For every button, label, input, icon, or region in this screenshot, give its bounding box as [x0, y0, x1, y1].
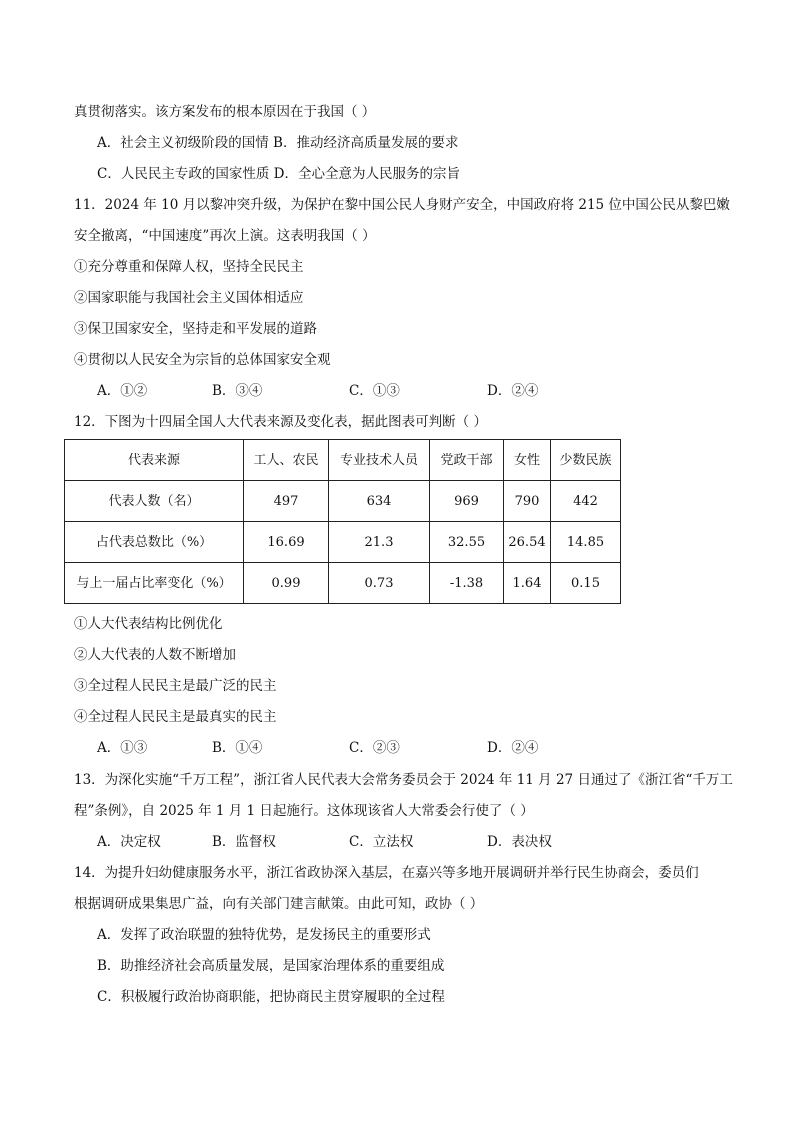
q11-choice-d: D．②④ — [487, 383, 539, 399]
q13-choice-c: C．立法权 — [349, 834, 414, 850]
table-cell: 442 — [551, 481, 621, 522]
q12-choice-b: B．①④ — [212, 740, 263, 756]
q11-choice-a: A．①② — [97, 383, 148, 399]
table-cell: 32.55 — [430, 522, 504, 563]
q11-item-1: ①充分尊重和保障人权，坚持全民民主 — [74, 259, 304, 275]
q12-choice-c: C．②③ — [349, 740, 400, 756]
table-header-cell: 工人、农民 — [244, 440, 329, 481]
table-row — [65, 563, 621, 604]
table-cell: -1.38 — [430, 563, 504, 604]
q13-stem-line1: 13．为深化实施“千万工程”，浙江省人民代表大会常务委员会于 2024 年 11 月 27 日通过了《浙江省“千万工 — [74, 772, 733, 788]
q11-stem-line1: 11．2024 年 10 月以黎冲突升级，为保护在黎中国公民人身财产安全，中国政府将 215 位中国公民从黎巴嫩 — [74, 197, 730, 213]
table-cell: 与上一届占比率变化（%） — [65, 563, 244, 604]
q14-option-a: A．发挥了政治联盟的独特优势，是发扬民主的重要形式 — [97, 927, 431, 943]
q10-option-ab: A．社会主义初级阶段的国情 B．推动经济高质量发展的要求 — [97, 135, 459, 151]
q10-stem: 真贯彻落实。该方案发布的根本原因在于我国（ ） — [74, 104, 376, 120]
table-header-cell: 专业技术人员 — [329, 440, 430, 481]
q11-stem-line2: 安全撤离，“中国速度”再次上演。这表明我国（ ） — [74, 228, 376, 244]
q11-choice-b: B．③④ — [212, 383, 263, 399]
q12-choice-d: D．②④ — [487, 740, 539, 756]
table-cell: 0.99 — [244, 563, 329, 604]
q13-choice-a: A．决定权 — [97, 834, 161, 850]
q12-item-4: ④全过程人民民主是最真实的民主 — [74, 709, 277, 725]
table-cell: 0.73 — [329, 563, 430, 604]
q14-option-b: B．助推经济社会高质量发展，是国家治理体系的重要组成 — [97, 958, 445, 974]
q11-item-3: ③保卫国家安全，坚持走和平发展的道路 — [74, 321, 317, 337]
table-row — [65, 522, 621, 563]
table-header-cell: 少数民族 — [551, 440, 621, 481]
table-header-cell: 女性 — [504, 440, 551, 481]
q14-stem-line2: 根据调研成果集思广益，向有关部门建言献策。由此可知，政协（ ） — [74, 896, 484, 912]
table-cell: 代表人数（名） — [65, 481, 244, 522]
q11-choice-c: C．①③ — [349, 383, 400, 399]
table-cell: 634 — [329, 481, 430, 522]
q12-item-2: ②人大代表的人数不断增加 — [74, 647, 236, 663]
table-row — [65, 481, 621, 522]
q14-option-c: C．积极履行政治协商职能，把协商民主贯穿履职的全过程 — [97, 989, 445, 1005]
q10-option-cd: C．人民民主专政的国家性质 D．全心全意为人民服务的宗旨 — [97, 166, 460, 182]
q13-choice-d: D．表决权 — [487, 834, 552, 850]
table-cell: 26.54 — [504, 522, 551, 563]
table-cell: 497 — [244, 481, 329, 522]
q13-choice-b: B．监督权 — [212, 834, 276, 850]
q13-stem-line2: 程”条例》，自 2025 年 1 月 1 日起施行。这体现该省人大常委会行使了（ ） — [74, 803, 534, 819]
table-cell: 16.69 — [244, 522, 329, 563]
table-header-cell: 党政干部 — [430, 440, 504, 481]
table-cell: 0.15 — [551, 563, 621, 604]
table-header-row — [65, 440, 621, 481]
q11-item-4: ④贯彻以人民安全为宗旨的总体国家安全观 — [74, 352, 331, 368]
table-cell: 占代表总数比（%） — [65, 522, 244, 563]
q14-stem-line1: 14．为提升妇幼健康服务水平，浙江省政协深入基层，在嘉兴等多地开展调研并举行民生协商会，委员们 — [74, 865, 699, 881]
q12-stem: 12．下图为十四届全国人大代表来源及变化表，据此图表可判断（ ） — [74, 414, 487, 430]
table-cell: 790 — [504, 481, 551, 522]
q12-choice-a: A．①③ — [97, 740, 148, 756]
table-cell: 21.3 — [329, 522, 430, 563]
deputy-source-table — [64, 439, 621, 604]
q11-item-2: ②国家职能与我国社会主义国体相适应 — [74, 290, 304, 306]
q12-item-3: ③全过程人民民主是最广泛的民主 — [74, 678, 277, 694]
table-header-cell: 代表来源 — [65, 440, 244, 481]
table-cell: 969 — [430, 481, 504, 522]
table-cell: 1.64 — [504, 563, 551, 604]
q12-item-1: ①人大代表结构比例优化 — [74, 616, 223, 632]
table-cell: 14.85 — [551, 522, 621, 563]
